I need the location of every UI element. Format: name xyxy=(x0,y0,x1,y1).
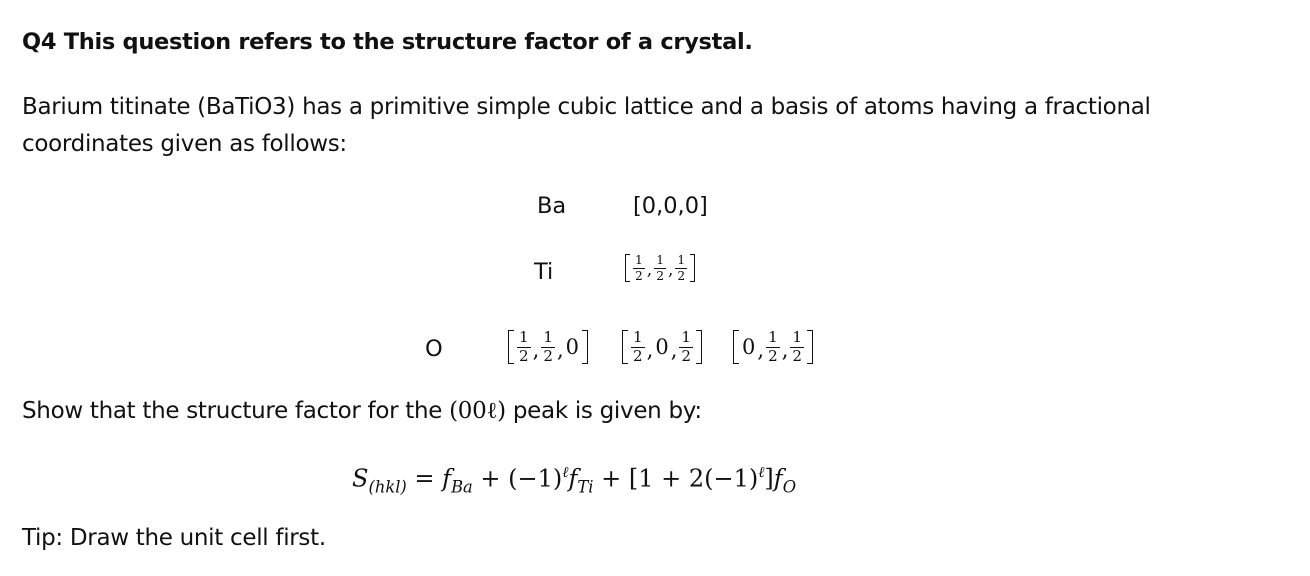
question-intro: Barium titinate (BaTiO3) has a primitive simple cubic lattice and a basis of atoms having a fractional coordinates given as follows: xyxy=(22,94,1151,157)
atom-coord-ba: [0,0,0] xyxy=(633,193,708,219)
atom-label-o: O xyxy=(425,336,443,362)
question-title: Q4 This question refers to the structure factor of a crystal. xyxy=(22,29,753,55)
atom-coord-o-2: $\frac{1}{2}$ , 0 , $\frac{1}{2}$ xyxy=(622,330,702,364)
atom-coord-ti: $\frac{1}{2}$ , $\frac{1}{2}$ , $\frac{1}{2}$ xyxy=(625,254,695,282)
atom-label-ba: Ba xyxy=(537,193,567,219)
tip-text: Tip: Draw the unit cell first. xyxy=(22,525,326,551)
show-instruction xyxy=(22,398,702,424)
atom-coord-o-3: 0 , $\frac{1}{2}$ , $\frac{1}{2}$ xyxy=(733,330,813,364)
peak-label: (00ℓ) xyxy=(449,398,506,424)
atom-label-ti: Ti xyxy=(534,259,554,285)
show-text-before: Show that the structure factor for the xyxy=(22,398,450,424)
show-text-after: peak is given by: xyxy=(505,398,702,424)
atom-coord-o-1: $\frac{1}{2}$ , $\frac{1}{2}$ , 0 xyxy=(508,330,588,364)
structure-factor-equation: $S_{(hkl)} = f_{Ba} + (-1)^\ell f_{Ti} + [1 + 2(-1)^\ell]f_O$ xyxy=(352,463,797,497)
